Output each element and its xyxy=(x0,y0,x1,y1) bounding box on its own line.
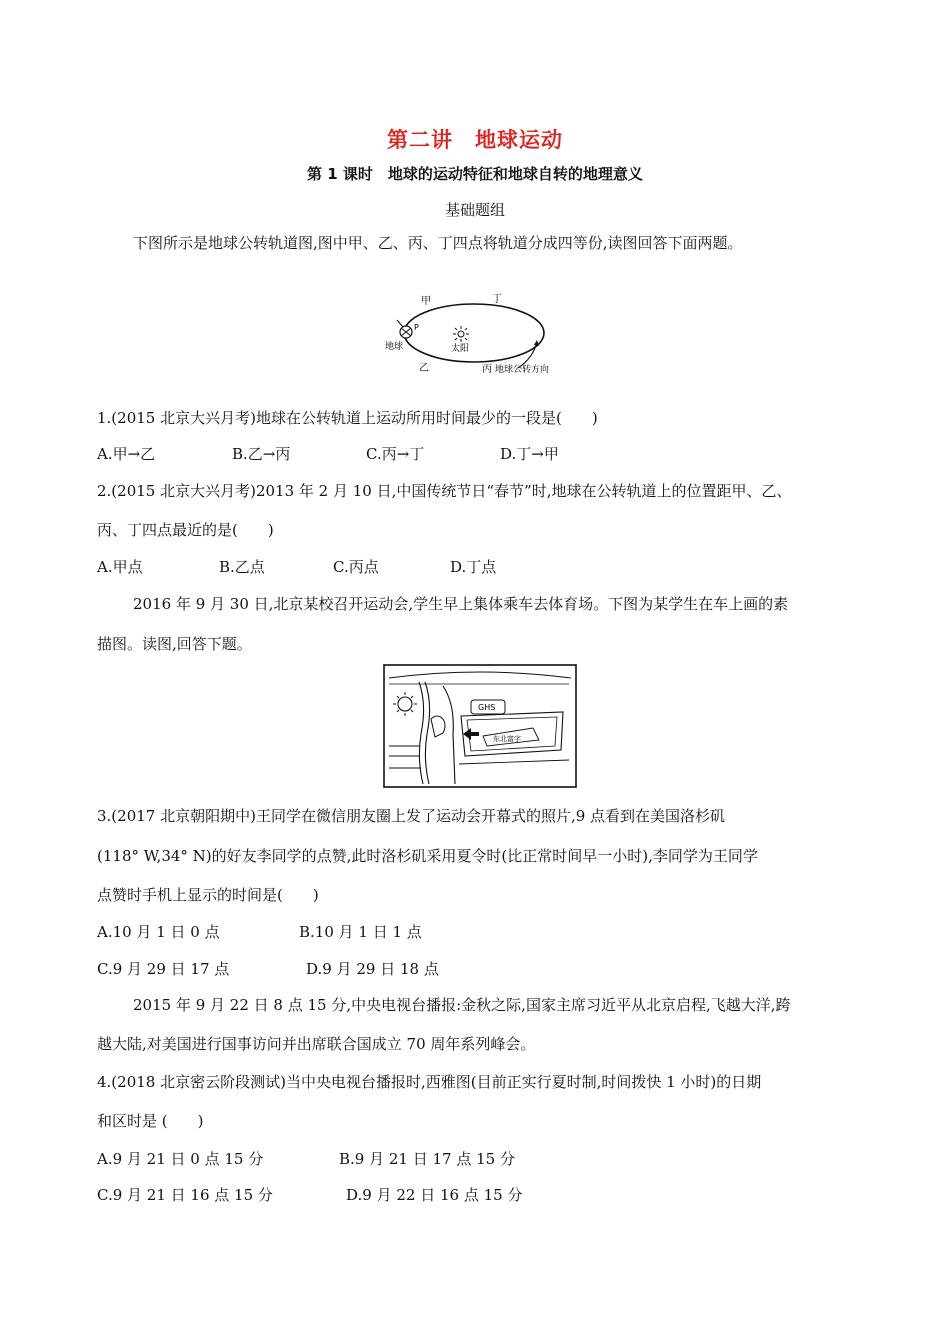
q2-option-d: D.丁点 xyxy=(450,558,497,576)
intro-orbit: 下图所示是地球公转轨道图,图中甲、乙、丙、丁四点将轨道分成四等份,读图回答下面两题。 xyxy=(133,234,743,252)
q4-option-d: D.9 月 22 日 16 点 15 分 xyxy=(346,1186,523,1204)
intro-sketch-line2: 描图。读图,回答下题。 xyxy=(97,635,252,653)
q3-stem-line3: 点赞时手机上显示的时间是( ) xyxy=(97,886,319,904)
label-jia: 甲 xyxy=(421,296,431,307)
earth-icon xyxy=(397,320,412,338)
bus-screen-text: 东北富字 xyxy=(493,735,521,743)
q1-option-d: D.丁→甲 xyxy=(500,445,559,463)
q2-option-a: A.甲点 xyxy=(97,558,143,576)
q3-option-d: D.9 月 29 日 18 点 xyxy=(306,960,439,978)
group-label: 基础题组 xyxy=(444,201,505,219)
q4-stem-line2: 和区时是 ( ) xyxy=(97,1112,204,1130)
q1-option-a: A.甲→乙 xyxy=(97,445,156,463)
sun-icon xyxy=(453,326,469,342)
label-yi: 乙 xyxy=(419,363,429,374)
q1-stem: 1.(2015 北京大兴月考)地球在公转轨道上运动所用时间最少的一段是( ) xyxy=(97,409,598,427)
q4-option-c: C.9 月 21 日 16 点 15 分 xyxy=(97,1186,273,1204)
orbit-ellipse xyxy=(404,304,544,362)
label-earth: 地球 xyxy=(385,342,404,352)
q1-option-b: B.乙→丙 xyxy=(232,445,291,463)
label-ding: 丁 xyxy=(492,294,502,305)
q1-option-c: C.丙→丁 xyxy=(366,445,425,463)
q3-stem-line2: (118° W,34° N)的好友李同学的点赞,此时洛杉矶采用夏令时(比正常时间早一小时),李同学为王同学 xyxy=(97,847,758,865)
label-sun: 太阳 xyxy=(451,344,470,354)
q2-option-c: C.丙点 xyxy=(333,558,379,576)
q3-stem-line1: 3.(2017 北京朝阳期中)王同学在微信朋友圈上发了运动会开幕式的照片,9 点看到在美国洛杉矶 xyxy=(97,807,726,825)
q2-stem-line1: 2.(2015 北京大兴月考)2013 年 2 月 10 日,中国传统节日“春节”时,地球在公转轨道上的位置距甲、乙、 xyxy=(97,482,792,500)
intro-sketch-line1: 2016 年 9 月 30 日,北京某校召开运动会,学生早上集体乘车去体育场。下图为某学生在车上画的素 xyxy=(133,595,789,613)
intro-news-line2: 越大陆,对美国进行国事访问并出席联合国成立 70 周年系列峰会。 xyxy=(97,1035,536,1053)
lesson-subtitle: 第 1 课时 地球的运动特征和地球自转的地理意义 xyxy=(307,165,643,183)
page-title: 第二讲 地球运动 xyxy=(387,128,563,152)
q3-option-a: A.10 月 1 日 0 点 xyxy=(97,923,220,941)
q4-option-a: A.9 月 21 日 0 点 15 分 xyxy=(97,1150,264,1168)
q2-option-b: B.乙点 xyxy=(219,558,265,576)
q4-stem-line1: 4.(2018 北京密云阶段测试)当中央电视台播报时,西雅图(目前正实行夏时制,时间拨快 1 小时)的日期 xyxy=(97,1073,762,1091)
intro-news-line1: 2015 年 9 月 22 日 8 点 15 分,中央电视台播报:金秋之际,国家主席习近平从北京启程,飞越大洋,跨 xyxy=(133,996,791,1014)
label-p: P xyxy=(414,323,419,332)
bus-sign-text: GHS xyxy=(478,703,496,712)
orbit-diagram xyxy=(375,288,585,380)
bus-sketch xyxy=(383,664,577,788)
q4-option-b: B.9 月 21 日 17 点 15 分 xyxy=(339,1150,515,1168)
q3-option-c: C.9 月 29 日 17 点 xyxy=(97,960,230,978)
q3-option-b: B.10 月 1 日 1 点 xyxy=(299,923,422,941)
label-direction: 地球公转方向 xyxy=(495,365,550,375)
q2-stem-line2: 丙、丁四点最近的是( ) xyxy=(97,521,274,539)
label-bing: 丙 xyxy=(482,364,492,375)
